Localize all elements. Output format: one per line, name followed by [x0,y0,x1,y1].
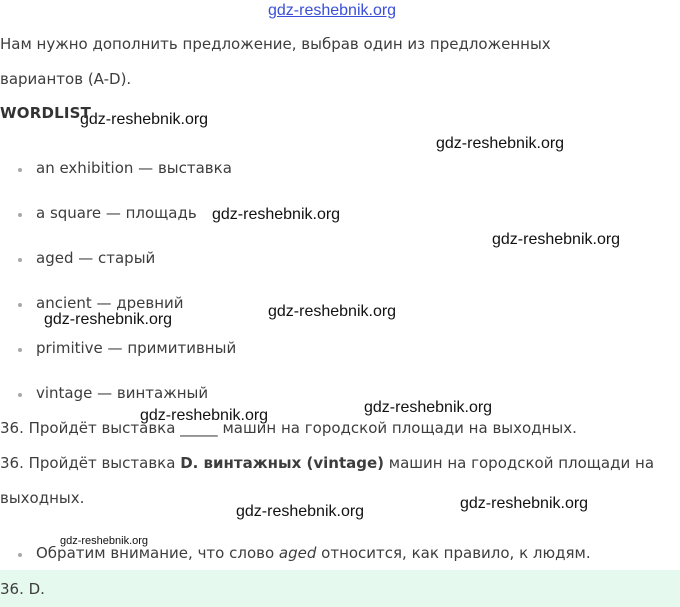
watermark: gdz-reshebnik.org [44,311,173,328]
answer-sentence-after: машин на городской площади на [384,454,655,472]
note-keyword: aged [278,544,317,562]
bullet-icon [18,303,22,307]
bullet-icon [18,348,22,352]
answer-sentence-before: 36. Пройдёт выставка [0,454,181,472]
question-text: 36. Пройдёт выставка _____ машин на городской площади на выходных. [0,419,577,437]
list-item: a square — площадь [36,204,197,222]
list-item: an exhibition — выставка [36,159,232,177]
bullet-icon [18,168,22,172]
watermark: gdz-reshebnik.org [80,111,209,128]
list-item: vintage — винтажный [36,384,209,402]
bullet-icon [18,553,22,557]
watermark-link[interactable]: gdz-reshebnik.org [268,2,397,19]
answer-box [0,570,680,607]
note-text [36,543,591,563]
watermark: gdz-reshebnik.org [140,407,269,424]
list-item: primitive — примитивный [36,339,237,357]
watermark: gdz-reshebnik.org [212,206,341,223]
watermark: gdz-reshebnik.org [436,135,565,152]
watermark: gdz-reshebnik.org [236,503,365,520]
wordlist-heading: WORDLIST [0,104,92,122]
watermark: gdz-reshebnik.org [60,535,149,547]
bullet-icon [18,258,22,262]
bullet-icon [18,213,22,217]
note-after: относится, как правило, к людям. [316,544,591,562]
watermark: gdz-reshebnik.org [364,399,493,416]
watermark: gdz-reshebnik.org [268,303,397,320]
list-item: aged — старый [36,249,156,267]
intro-text-line2: вариантов (A-D). [0,70,132,88]
bullet-icon [18,393,22,397]
list-item: ancient — древний [36,294,184,312]
watermark: gdz-reshebnik.org [460,495,589,512]
answer-highlight: D. винтажных (vintage) [180,454,385,472]
answer-sentence-line1 [0,453,654,473]
watermark: gdz-reshebnik.org [492,231,621,248]
answer-sentence-line2: выходных. [0,489,85,507]
intro-text-line1: Нам нужно дополнить предложение, выбрав один из предложенных [0,35,551,53]
final-answer: 36. D. [0,580,45,598]
note-before: Обратим внимание, что слово [36,544,279,562]
